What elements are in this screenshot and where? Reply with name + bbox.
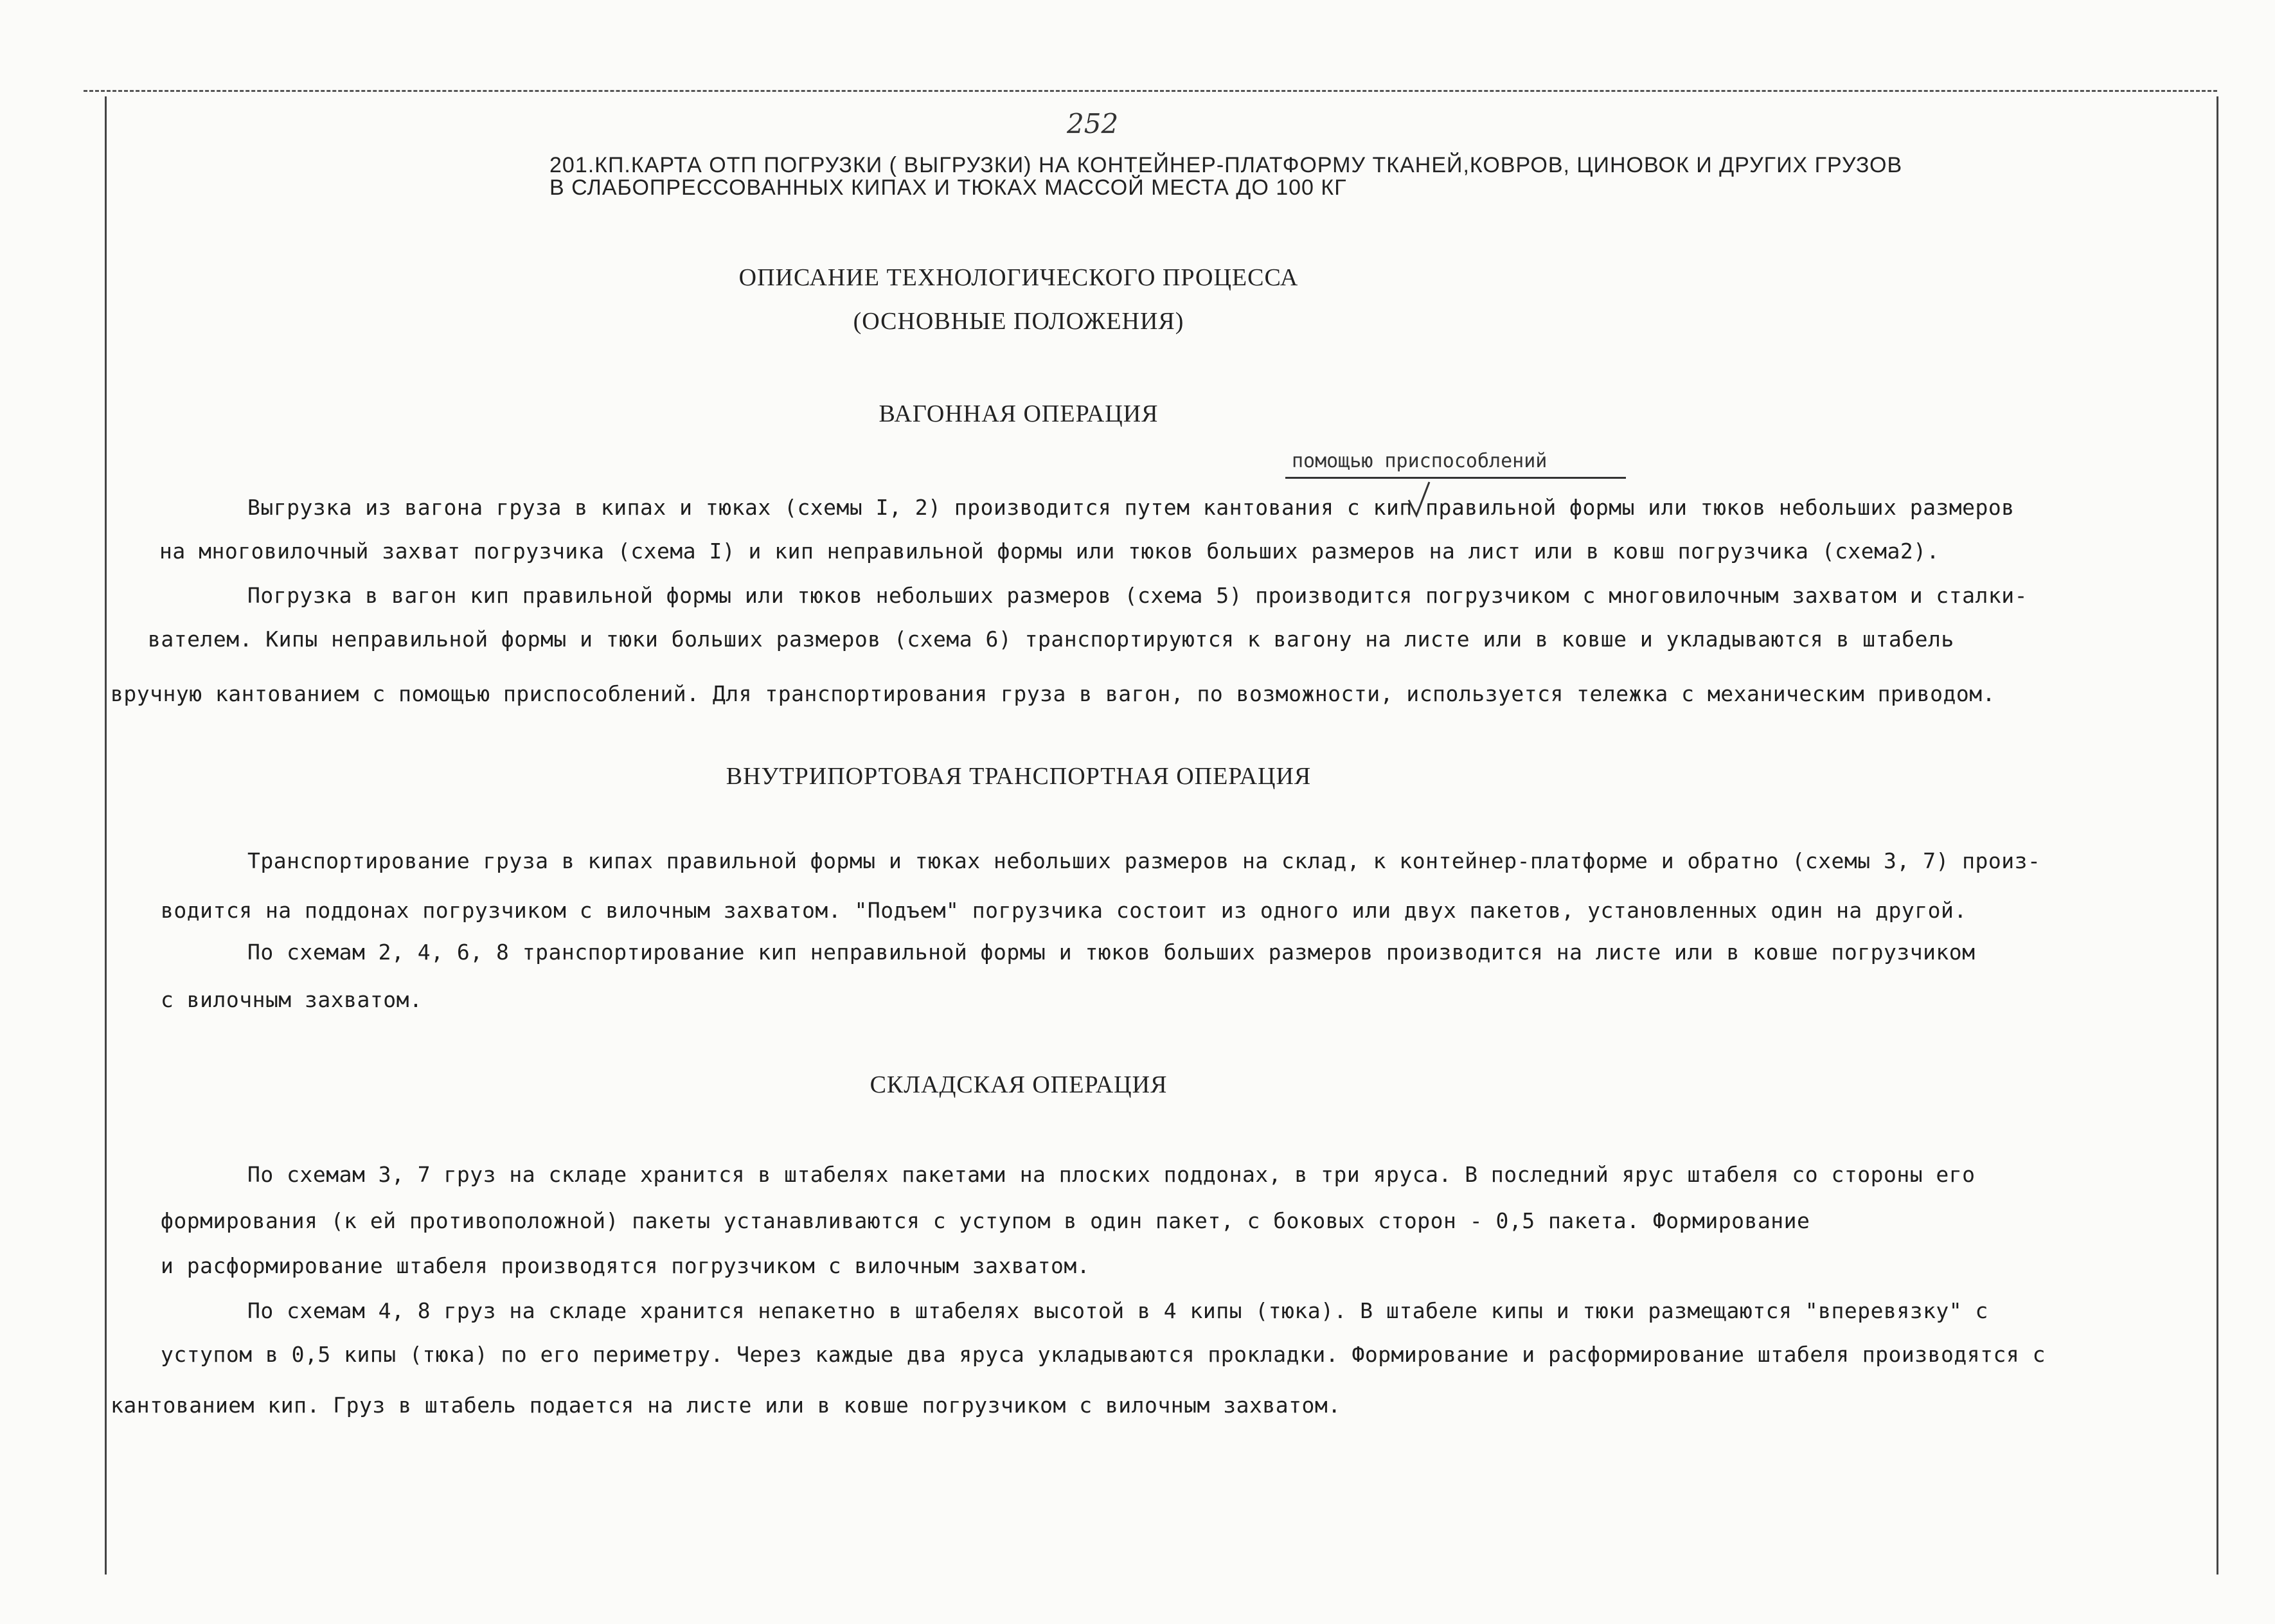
handwritten-insertion-note: помощью приспособлений: [1292, 450, 1548, 472]
page-top-border: [84, 90, 2217, 92]
warehouse-paragraph-line: По схемам 3, 7 груз на складе хранится в штабелях пакетами на плоских поддонах, в три яруса. В последний ярус штабеля со стороны его: [247, 1162, 1976, 1187]
transport-paragraph-line: Транспортирование груза в кипах правильной формы и тюках небольших размеров на склад, к контейнер-платформе и обратно (схемы 3, 7) произ-: [247, 848, 2041, 873]
document-title-line-2: В СЛАБОПРЕССОВАННЫХ КИПАХ И ТЮКАХ МАССОЙ МЕСТА ДО 100 КГ: [549, 175, 1347, 200]
main-subheading: (ОСНОВНЫЕ ПОЛОЖЕНИЯ): [853, 308, 1184, 335]
wagon-paragraph-line: Погрузка в вагон кип правильной формы или тюков небольших размеров (схема 5) производится погрузчиком с многовилочным захватом и сталки-: [247, 583, 2028, 608]
wagon-paragraph-line: на многовилочный захват погрузчика (схема I) и кип неправильной формы или тюков больших размеров на лист или в ковш погрузчика (схема2).: [159, 539, 1940, 564]
wagon-paragraph-line: вручную кантованием с помощью приспособлений. Для транспортирования груза в вагон, по возможности, используется тележка с механическим приводом.: [111, 681, 1995, 706]
warehouse-paragraph-line: формирования (к ей противоположной) пакеты устанавливаются с уступом в один пакет, с боковых сторон - 0,5 пакета. Формирование: [161, 1208, 1810, 1233]
handwritten-note-underline: [1285, 477, 1626, 479]
page-number: 252: [1067, 108, 1119, 139]
warehouse-paragraph-line: и расформирование штабеля производятся погрузчиком с вилочным захватом.: [161, 1253, 1091, 1278]
transport-paragraph-line: По схемам 2, 4, 6, 8 транспортирование кип неправильной формы и тюков больших размеров производится на листе или в ковше погрузчиком: [247, 940, 1976, 965]
section-heading-wagon: ВАГОННАЯ ОПЕРАЦИЯ: [879, 400, 1159, 427]
page-right-border: [2217, 96, 2218, 1575]
document-title-line-1: 201.КП.КАРТА ОТП ПОГРУЗКИ ( ВЫГРУЗКИ) НА КОНТЕЙНЕР-ПЛАТФОРМУ ТКАНЕЙ,КОВРОВ, ЦИНОВОК И ДРУГИХ ГРУЗОВ: [549, 153, 1903, 177]
warehouse-paragraph-line: уступом в 0,5 кипы (тюка) по его периметру. Через каждые два яруса укладываются прокладки. Формирование и расформирование штабеля производятся с: [161, 1342, 2046, 1367]
warehouse-paragraph-line: По схемам 4, 8 груз на складе хранится непакетно в штабелях высотой в 4 кипы (тюка). В штабеле кипы и тюки размещаются "вперевязку" с: [247, 1298, 1988, 1323]
section-heading-warehouse: СКЛАДСКАЯ ОПЕРАЦИЯ: [870, 1071, 1168, 1098]
main-heading: ОПИСАНИЕ ТЕХНОЛОГИЧЕСКОГО ПРОЦЕССА: [738, 264, 1299, 291]
wagon-paragraph-line: вателем. Кипы неправильной формы и тюки больших размеров (схема 6) транспортируются к вагону на листе или в ковше и укладываются в штабель: [148, 627, 1954, 652]
wagon-paragraph-line: Выгрузка из вагона груза в кипах и тюках (схемы I, 2) производится путем кантования с кип правильной формы или тюков небольших размеров: [247, 495, 2015, 520]
transport-paragraph-line: с вилочным захватом.: [161, 987, 423, 1012]
warehouse-paragraph-line: кантованием кип. Груз в штабель подается на листе или в ковше погрузчиком с вилочным захватом.: [111, 1393, 1341, 1418]
transport-paragraph-line: водится на поддонах погрузчиком с вилочным захватом. "Подъем" погрузчика состоит из одного или двух пакетов, установленных один на другой.: [161, 898, 1967, 923]
section-heading-transport: ВНУТРИПОРТОВАЯ ТРАНСПОРТНАЯ ОПЕРАЦИЯ: [726, 763, 1312, 790]
